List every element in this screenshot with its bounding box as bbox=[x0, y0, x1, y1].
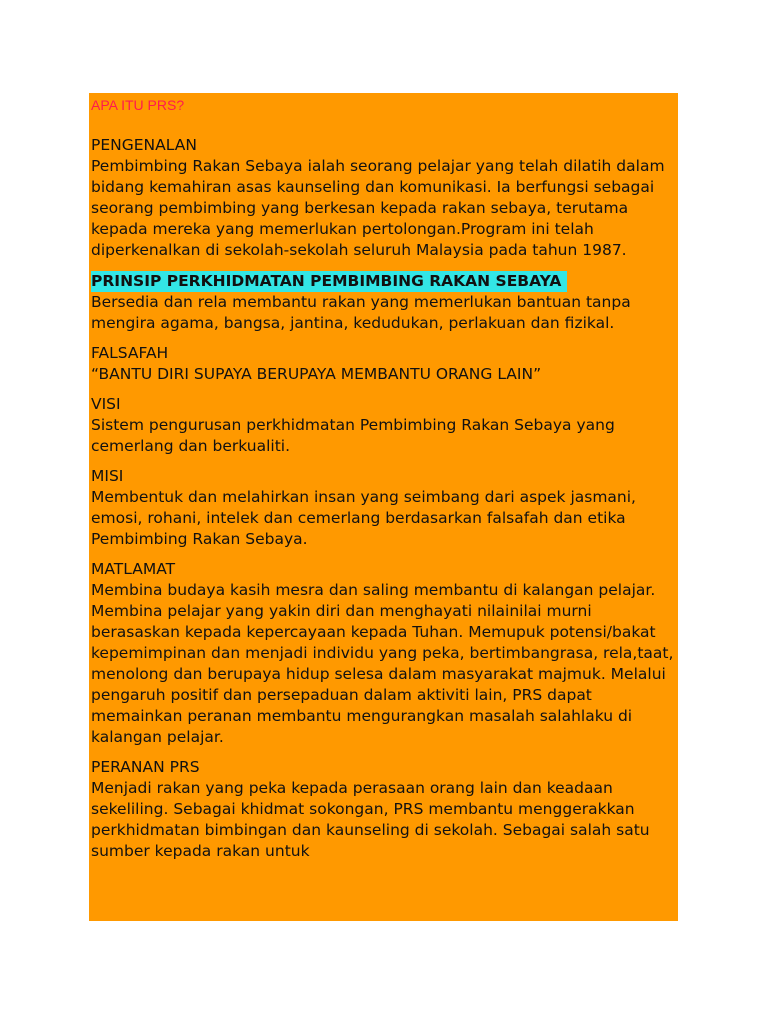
section-heading: FALSAFAH bbox=[91, 344, 169, 362]
section-heading: MISI bbox=[91, 467, 124, 485]
section-body: Menjadi rakan yang peka kepada perasaan orang lain dan keadaan sekeliling. Sebagai khidmat sokongan, PRS membantu menggerakkan perkhidmatan bimbingan dan kaunseling di sekolah. Sebagai salah satu sumber kepada rakan untuk bbox=[91, 779, 650, 860]
section-body: Sistem pengurusan perkhidmatan Pembimbing Rakan Sebaya yang cemerlang dan berkualiti. bbox=[91, 416, 615, 455]
content-panel bbox=[89, 93, 678, 921]
section-heading: PERANAN PRS bbox=[91, 758, 200, 776]
section-falsafah bbox=[91, 343, 678, 385]
section-prinsip bbox=[91, 270, 678, 334]
section-body: Membentuk dan melahirkan insan yang seimbang dari aspek jasmani, emosi, rohani, intelek dan cemerlang berdasarkan falsafah dan etika Pembimbing Rakan Sebaya. bbox=[91, 488, 636, 548]
section-matlamat bbox=[91, 559, 678, 748]
document-content bbox=[89, 93, 678, 862]
section-body: Membina budaya kasih mesra dan saling membantu di kalangan pelajar. Membina pelajar yang yakin diri dan menghayati nilainilai murni berasaskan kepada kepercayaan kepada Tuhan. Memupuk potensi/bakat kepemimpinan dan menjadi individu yang peka, bertimbangrasa, rela,taat, menolong dan berupaya hidup selesa dalam masyarakat majmuk. Melalui pengaruh positif dan persepaduan dalam aktiviti lain, PRS dapat memainkan peranan membantu mengurangkan masalah salahlaku di kalangan pelajar. bbox=[91, 581, 674, 746]
section-visi bbox=[91, 394, 678, 457]
section-misi bbox=[91, 466, 678, 550]
document-title: APA ITU PRS? bbox=[91, 97, 185, 113]
section-body: Bersedia dan rela membantu rakan yang memerlukan bantuan tanpa mengira agama, bangsa, jantina, kedudukan, perlakuan dan fizikal. bbox=[91, 293, 631, 332]
section-pengenalan bbox=[91, 135, 678, 261]
section-peranan bbox=[91, 757, 678, 862]
section-body: Pembimbing Rakan Sebaya ialah seorang pelajar yang telah dilatih dalam bidang kemahiran asas kaunseling dan komunikasi. Ia berfungsi sebagai seorang pembimbing yang berkesan kepada rakan sebaya, terutama kepada mereka yang memerlukan pertolongan.Program ini telah diperkenalkan di sekolah-sekolah seluruh Malaysia pada tahun 1987. bbox=[91, 157, 665, 259]
highlighted-heading: PRINSIP PERKHIDMATAN PEMBIMBING RAKAN SEBAYA bbox=[91, 271, 567, 292]
section-heading: VISI bbox=[91, 395, 121, 413]
section-heading: PENGENALAN bbox=[91, 136, 197, 154]
section-heading: MATLAMAT bbox=[91, 560, 176, 578]
section-body: “BANTU DIRI SUPAYA BERUPAYA MEMBANTU ORANG LAIN” bbox=[91, 365, 542, 383]
